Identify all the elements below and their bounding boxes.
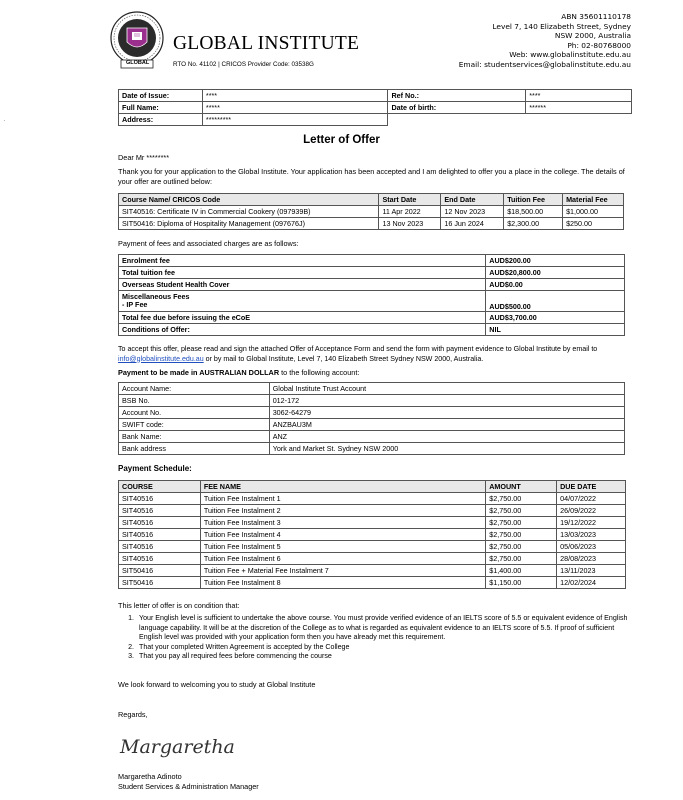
table-cell: Tuition Fee Instalment 4 — [200, 529, 485, 541]
col-material-fee: Material Fee — [563, 194, 624, 206]
ref-no-label: Ref No.: — [388, 90, 526, 102]
address-value: ********* — [202, 114, 388, 126]
bank-value: ANZ — [269, 431, 624, 443]
signatory-role: Student Services & Administration Manager — [118, 782, 259, 791]
student-info-table — [118, 89, 632, 126]
table-cell: 05/06/2023 — [557, 541, 626, 553]
regards: Regards, — [118, 710, 148, 719]
ref-no-value: **** — [526, 90, 632, 102]
col-fee-name: FEE NAME — [200, 481, 485, 493]
fees-table — [118, 254, 625, 336]
table-cell: Tuition Fee Instalment 8 — [200, 577, 485, 589]
table-row — [119, 419, 625, 431]
fee-value: AUD$20,800.00 — [486, 267, 625, 279]
bank-label: Account Name: — [119, 383, 270, 395]
address-line-2: NSW 2000, Australia — [554, 31, 631, 41]
table-row — [119, 255, 625, 267]
table-cell: SIT40516 — [119, 517, 201, 529]
table-cell: $2,750.00 — [486, 553, 557, 565]
table-cell: SIT50416: Diploma of Hospitality Management (097676J) — [119, 218, 379, 230]
table-row — [119, 90, 632, 102]
table-cell: $2,300.00 — [504, 218, 563, 230]
table-cell: SIT40516 — [119, 505, 201, 517]
table-cell: $250.00 — [563, 218, 624, 230]
condition-item: 3. That you pay all required fees before commencing the course — [136, 652, 628, 662]
conditions-list — [118, 614, 628, 662]
bank-label: Bank Name: — [119, 431, 270, 443]
fee-label: Enrolment fee — [119, 255, 486, 267]
table-row — [119, 443, 625, 455]
table-row — [119, 102, 632, 114]
fee-sub-label: - IP Fee — [122, 300, 148, 309]
bank-label: Bank address — [119, 443, 270, 455]
table-row — [119, 431, 625, 443]
address-line-1: Level 7, 140 Elizabeth Street, Sydney — [492, 21, 631, 31]
col-due-date: DUE DATE — [557, 481, 626, 493]
table-row — [119, 541, 626, 553]
table-cell: $1,000.00 — [563, 206, 624, 218]
table-cell: 13/11/2023 — [557, 565, 626, 577]
table-cell: $1,400.00 — [486, 565, 557, 577]
condition-item: 2. That your completed Written Agreement is accepted by the College — [136, 643, 628, 653]
info-email-link[interactable]: info@globalinstitute.edu.au — [118, 354, 204, 363]
abn-line: ABN 35601110178 — [561, 12, 631, 21]
table-row — [119, 267, 625, 279]
table-cell: $2,750.00 — [486, 541, 557, 553]
brand-name: GLOBAL INSTITUTE — [173, 33, 360, 54]
fee-value: AUD$3,700.00 — [486, 312, 625, 324]
table-row — [119, 395, 625, 407]
intro-paragraph: Thank you for your application to the Global Institute. Your application has been accepted and I am delighted to offer you a place in the college. The details of your offer are outlined below: — [118, 167, 625, 186]
table-row — [119, 493, 626, 505]
payment-schedule-table — [118, 480, 626, 589]
table-header-row — [119, 194, 624, 206]
table-cell: 11 Apr 2022 — [379, 206, 441, 218]
logo-text: GLOBAL — [126, 60, 150, 66]
table-cell: $18,500.00 — [504, 206, 563, 218]
table-row — [119, 291, 625, 312]
bank-value: 012-172 — [269, 395, 624, 407]
fee-label: Overseas Student Health Cover — [119, 279, 486, 291]
table-row — [119, 383, 625, 395]
col-end-date: End Date — [441, 194, 504, 206]
payment-currency-suffix: to the following account: — [279, 368, 360, 377]
phone-line: Ph: 02-80768000 — [567, 40, 631, 50]
fees-intro: Payment of fees and associated charges are as follows: — [118, 239, 299, 248]
table-cell: 26/09/2022 — [557, 505, 626, 517]
table-cell: 19/12/2022 — [557, 517, 626, 529]
table-cell: Tuition Fee Instalment 5 — [200, 541, 485, 553]
fee-value: AUD$0.00 — [486, 279, 625, 291]
table-cell: $2,750.00 — [486, 517, 557, 529]
empty-cell — [526, 114, 632, 126]
table-cell: 13/03/2023 — [557, 529, 626, 541]
table-cell: SIT40516 — [119, 553, 201, 565]
full-name-value: ***** — [202, 102, 388, 114]
table-cell: 13 Nov 2023 — [379, 218, 441, 230]
table-cell: $2,750.00 — [486, 493, 557, 505]
table-row — [119, 206, 624, 218]
fee-label-misc — [119, 291, 486, 312]
conditions-intro: This letter of offer is on condition that: — [118, 601, 240, 610]
table-cell: SIT40516 — [119, 529, 201, 541]
table-row — [119, 407, 625, 419]
signatory-name: Margaretha Adinoto — [118, 772, 182, 781]
fee-label: Total fee due before issuing the eCoE — [119, 312, 486, 324]
fee-value: AUD$500.00 — [486, 291, 625, 312]
address-label: Address: — [119, 114, 203, 126]
table-cell: 12 Nov 2023 — [441, 206, 504, 218]
table-cell: $2,750.00 — [486, 529, 557, 541]
table-cell: Tuition Fee Instalment 2 — [200, 505, 485, 517]
closing-line: We look forward to welcoming you to study at Global Institute — [118, 680, 316, 689]
bank-value: 3062-64279 — [269, 407, 624, 419]
dob-value: ****** — [526, 102, 632, 114]
table-cell: $1,150.00 — [486, 577, 557, 589]
condition-item: 1. Your English level is sufficient to undertake the above course. You must provide verified evidence of an IELTS score of 5.5 or equivalent evidence of English language capability. It will be at the discretion of the College as to what is regarded as equivalent evidence to an IELTS score of 5.5. If proof of sufficient English level was provided with your application form then you have already met this requirement. — [136, 614, 628, 643]
table-cell: SIT40516: Certificate IV in Commercial Cookery (097939B) — [119, 206, 379, 218]
signature: Margaretha — [120, 736, 235, 758]
table-row — [119, 553, 626, 565]
bank-label: SWIFT code: — [119, 419, 270, 431]
fee-label: Miscellaneous Fees — [122, 292, 190, 301]
payment-currency-bold: Payment to be made in AUSTRALIAN DOLLAR — [118, 368, 280, 377]
col-amount: AMOUNT — [486, 481, 557, 493]
rto-line: RTO No. 41102 | CRICOS Provider Code: 03538G — [173, 61, 314, 68]
table-cell: SIT50416 — [119, 565, 201, 577]
date-of-issue-value: **** — [202, 90, 388, 102]
table-cell: $2,750.00 — [486, 505, 557, 517]
fee-label: Conditions of Offer: — [119, 324, 486, 336]
payment-currency-line — [118, 368, 359, 378]
table-cell: Tuition Fee Instalment 6 — [200, 553, 485, 565]
web-line: Web: www.globalinstitute.edu.au — [509, 50, 631, 60]
salutation: Dear Mr ******** — [118, 153, 170, 162]
table-cell: 04/07/2022 — [557, 493, 626, 505]
table-row — [119, 565, 626, 577]
fee-label: Total tuition fee — [119, 267, 486, 279]
full-name-label: Full Name: — [119, 102, 203, 114]
table-cell: SIT50416 — [119, 577, 201, 589]
table-row — [119, 505, 626, 517]
col-course: COURSE — [119, 481, 201, 493]
bank-label: BSB No. — [119, 395, 270, 407]
acceptance-text-before: To accept this offer, please read and sign the attached Offer of Acceptance Form and send the form with payment evidence to Global Institute by email to — [118, 345, 598, 353]
table-row — [119, 218, 624, 230]
table-cell: 28/08/2023 — [557, 553, 626, 565]
institute-logo — [107, 10, 167, 72]
table-cell: Tuition Fee Instalment 3 — [200, 517, 485, 529]
bank-value: York and Market St. Sydney NSW 2000 — [269, 443, 624, 455]
table-cell: 12/02/2024 — [557, 577, 626, 589]
table-row — [119, 324, 625, 336]
table-row — [119, 114, 632, 126]
contact-block — [459, 12, 631, 70]
table-row — [119, 529, 626, 541]
acceptance-text-after: or by mail to Global Institute, Level 7, 140 Elizabeth Street Sydney NSW 2000, Australia. — [203, 354, 484, 363]
margin-dot: · — [3, 116, 6, 125]
fee-value: AUD$200.00 — [486, 255, 625, 267]
table-cell: 16 Jun 2024 — [441, 218, 504, 230]
table-row — [119, 577, 626, 589]
col-course: Course Name/ CRICOS Code — [119, 194, 379, 206]
table-row — [119, 312, 625, 324]
col-start-date: Start Date — [379, 194, 441, 206]
letter-title: Letter of Offer — [303, 134, 380, 146]
table-cell: Tuition Fee + Material Fee Instalment 7 — [200, 565, 485, 577]
bank-value: ANZBAU3M — [269, 419, 624, 431]
email-line: Email: studentservices@globalinstitute.edu.au — [458, 59, 631, 69]
table-row — [119, 517, 626, 529]
empty-cell — [388, 114, 526, 126]
bank-label: Account No. — [119, 407, 270, 419]
courses-table — [118, 193, 624, 230]
table-cell: Tuition Fee Instalment 1 — [200, 493, 485, 505]
table-row — [119, 279, 625, 291]
payment-schedule-title: Payment Schedule: — [118, 464, 192, 473]
table-cell: SIT40516 — [119, 493, 201, 505]
dob-label: Date of birth: — [388, 102, 526, 114]
col-tuition-fee: Tuition Fee — [504, 194, 563, 206]
acceptance-paragraph — [118, 345, 630, 364]
table-header-row — [119, 481, 626, 493]
table-cell: SIT40516 — [119, 541, 201, 553]
bank-value: Global Institute Trust Account — [269, 383, 624, 395]
bank-account-table — [118, 382, 625, 455]
fee-value: NIL — [486, 324, 625, 336]
date-of-issue-label: Date of Issue: — [119, 90, 203, 102]
